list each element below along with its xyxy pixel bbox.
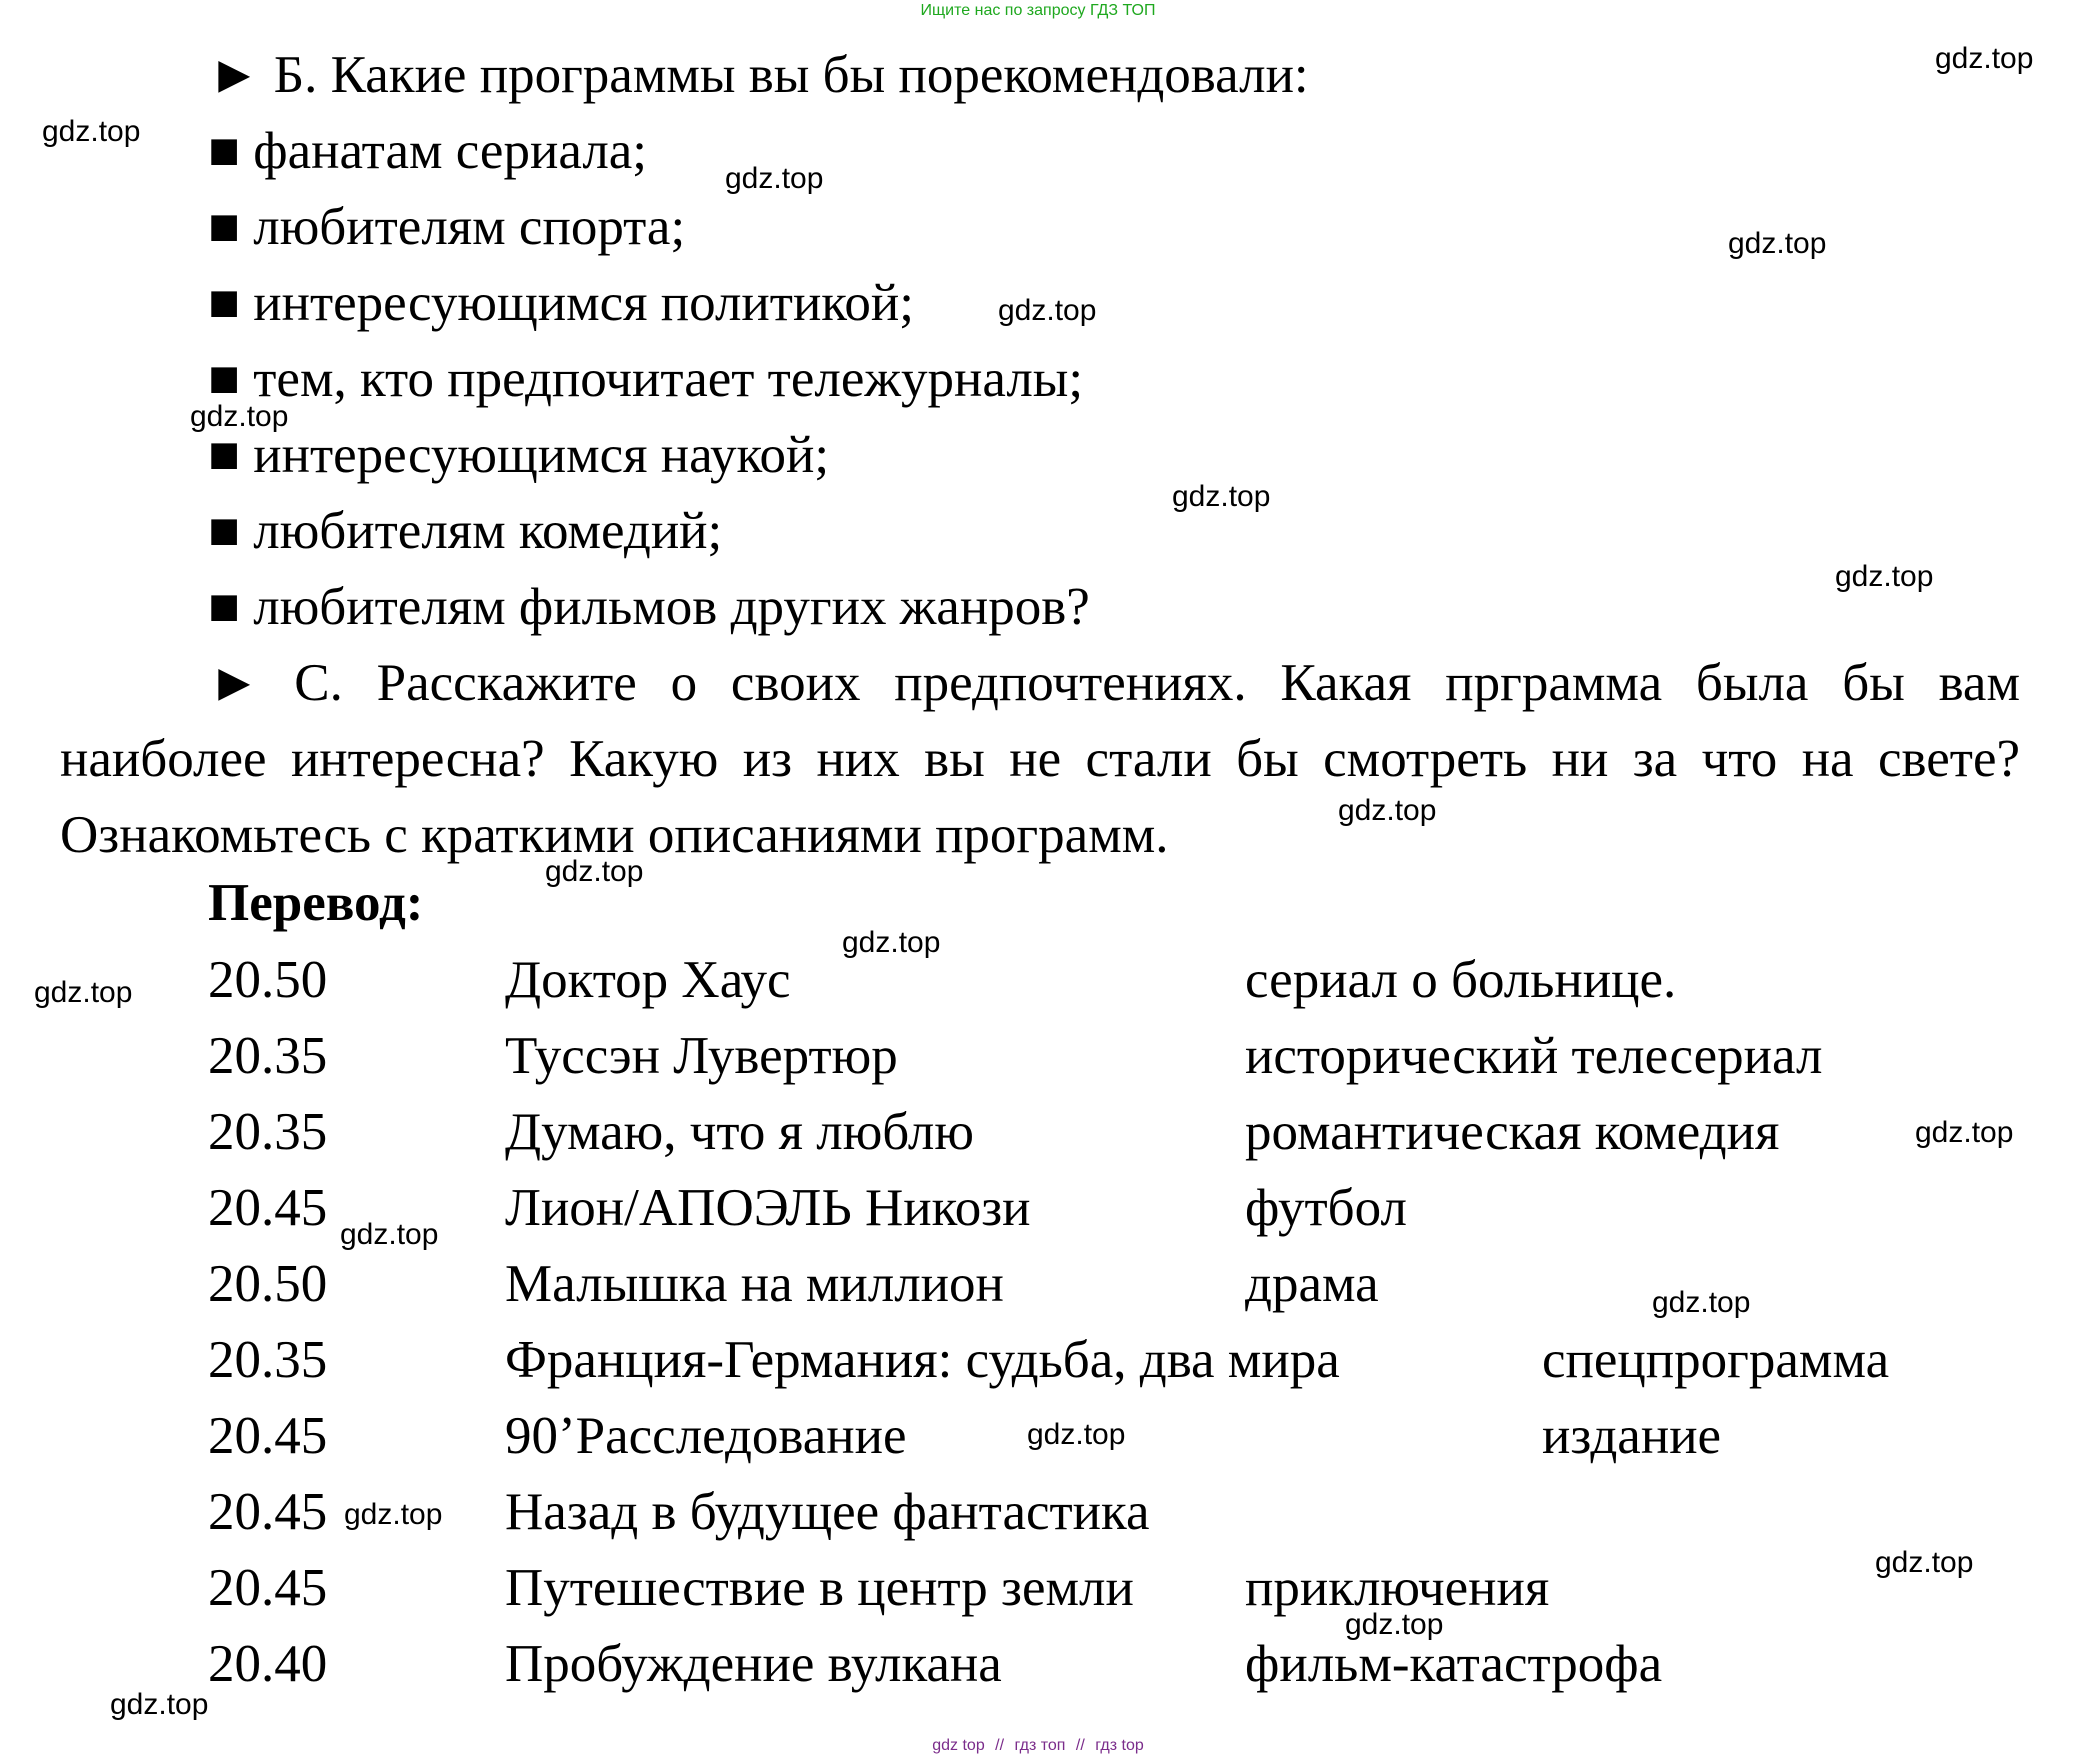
- watermark: gdz.top: [1835, 560, 1934, 593]
- footer-link-gdz-top-ru[interactable]: гдз топ: [1014, 1737, 1066, 1754]
- translation-heading: Перевод:: [208, 874, 424, 932]
- watermark: gdz.top: [1935, 42, 2034, 75]
- program-title: 90’Расследование: [505, 1407, 907, 1465]
- program-time: 20.45: [208, 1559, 328, 1617]
- watermark: gdz.top: [998, 294, 1097, 327]
- program-title: Путешествие в центр земли: [505, 1559, 1134, 1617]
- watermark: gdz.top: [725, 162, 824, 195]
- footer-separator: //: [1075, 1737, 1085, 1754]
- list-item: ■ тем, кто предпочитает тележурналы;: [208, 350, 1084, 408]
- watermark: gdz.top: [1728, 227, 1827, 260]
- watermark: gdz.top: [1172, 480, 1271, 513]
- section-c-line-2: наиболее интересна? Какую из них вы не стали бы смотреть ни за что на свете?: [60, 730, 2020, 788]
- program-time: 20.40: [208, 1635, 328, 1693]
- program-time: 20.45: [208, 1179, 328, 1237]
- program-title: Лион/АПОЭЛЬ Никози: [505, 1179, 1031, 1237]
- program-title: Назад в будущее фантастика: [505, 1483, 1150, 1541]
- list-item: ■ любителям фильмов других жанров?: [208, 578, 1090, 636]
- watermark: gdz.top: [110, 1688, 209, 1721]
- section-c-line-3: Ознакомьтесь с краткими описаниями программ.: [60, 806, 1169, 864]
- program-title: Малышка на миллион: [505, 1255, 1004, 1313]
- footer-links: [0, 1737, 2076, 1755]
- list-item: ■ любителям спорта;: [208, 198, 686, 256]
- section-b-intro: ► Б. Какие программы вы бы порекомендовали:: [208, 46, 1309, 104]
- program-genre: сериал о больнице.: [1245, 951, 1677, 1009]
- footer-separator: //: [995, 1737, 1005, 1754]
- watermark: gdz.top: [545, 855, 644, 888]
- watermark: gdz.top: [1027, 1418, 1126, 1451]
- program-genre: спецпрограмма: [1542, 1331, 1890, 1389]
- program-title: Думаю, что я люблю: [505, 1103, 974, 1161]
- watermark: gdz.top: [344, 1498, 443, 1531]
- watermark: gdz.top: [42, 115, 141, 148]
- top-banner-link[interactable]: Ищите нас по запросу ГДЗ ТОП: [920, 2, 1156, 19]
- watermark: gdz.top: [34, 976, 133, 1009]
- list-item: ■ любителям комедий;: [208, 502, 723, 560]
- footer-link-gdz-top[interactable]: gdz top: [932, 1737, 985, 1754]
- program-time: 20.35: [208, 1331, 328, 1389]
- program-genre: исторический телесериал: [1245, 1027, 1823, 1085]
- watermark: gdz.top: [1652, 1286, 1751, 1319]
- watermark: gdz.top: [1915, 1116, 2014, 1149]
- program-genre: издание: [1542, 1407, 1722, 1465]
- program-title: Пробуждение вулкана: [505, 1635, 1002, 1693]
- program-time: 20.50: [208, 1255, 328, 1313]
- program-title: Туссэн Лувертюр: [505, 1027, 898, 1085]
- program-time: 20.35: [208, 1103, 328, 1161]
- program-time: 20.45: [208, 1407, 328, 1465]
- watermark: gdz.top: [190, 400, 289, 433]
- program-time: 20.50: [208, 951, 328, 1009]
- footer-link-gdz-top-mixed[interactable]: гдз top: [1095, 1737, 1144, 1754]
- program-title: Доктор Хаус: [505, 951, 791, 1009]
- watermark: gdz.top: [1345, 1608, 1444, 1641]
- watermark: gdz.top: [1338, 794, 1437, 827]
- program-genre: драма: [1245, 1255, 1379, 1313]
- watermark: gdz.top: [1875, 1546, 1974, 1579]
- program-genre: романтическая комедия: [1245, 1103, 1780, 1161]
- program-time: 20.45: [208, 1483, 328, 1541]
- watermark: gdz.top: [842, 926, 941, 959]
- watermark: gdz.top: [340, 1218, 439, 1251]
- list-item: ■ интересующимся политикой;: [208, 274, 914, 332]
- program-time: 20.35: [208, 1027, 328, 1085]
- program-title: Франция-Германия: судьба, два мира: [505, 1331, 1340, 1389]
- program-genre: приключения: [1245, 1559, 1550, 1617]
- section-c-line-1: ► С. Расскажите о своих предпочтениях. Какая прграмма была бы вам: [208, 654, 2020, 712]
- program-genre: футбол: [1245, 1179, 1407, 1237]
- list-item: ■ фанатам сериала;: [208, 122, 648, 180]
- list-item: ■ интересующимся наукой;: [208, 426, 830, 484]
- program-genre: фильм-катастрофа: [1245, 1635, 1663, 1693]
